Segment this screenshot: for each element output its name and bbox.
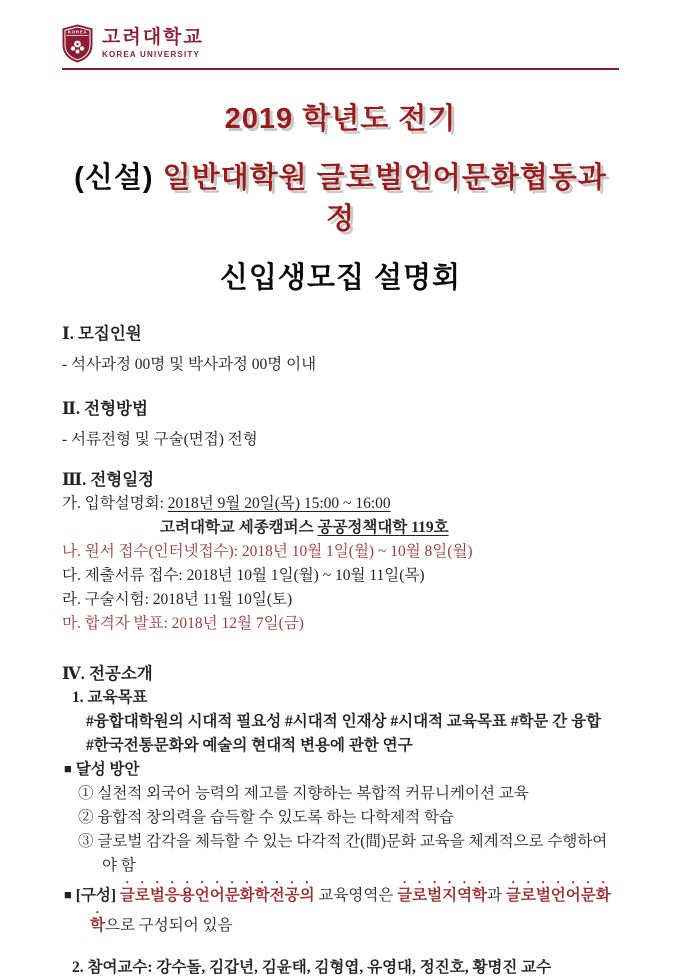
briefing-location-campus: 고려대학교 세종캠퍼스: [160, 519, 318, 536]
section1-heading: Ⅰ. 모집인원: [62, 324, 142, 343]
korea-university-logo-icon: [62, 24, 93, 63]
composition-tail: 으로 구성되어 있음: [104, 917, 233, 934]
briefing-label: 가. 입학설명회:: [62, 495, 168, 512]
document-body: [62, 322, 619, 980]
square-bullet-icon: ■: [64, 887, 72, 902]
title-line2-prefix: (신설): [74, 162, 163, 194]
achievement-plan-label: 달성 방안: [71, 761, 140, 778]
university-name-en: KOREA UNIVERSITY: [102, 49, 201, 59]
section2-item: - 서류전형 및 구술(면접) 전형: [62, 431, 258, 448]
title-line2: [62, 155, 619, 237]
section3-heading: Ⅲ. 전형일정: [62, 470, 155, 489]
hashtags-line1: #융합대학원의 시대적 필요성 #시대적 인재상 #시대적 교육목표 #학문 간 융합: [86, 713, 602, 730]
title-line2-program: 일반대학원 글로벌언어문화협동과정: [162, 162, 607, 235]
schedule-item-oral-exam: 라. 구술시험: 2018년 11월 10일(토): [62, 591, 293, 608]
header: [62, 24, 619, 63]
achievement-plan-items: [78, 782, 619, 878]
composition-line: [64, 878, 619, 938]
composition-major-name: 글로벌응용언어문화학전공의: [119, 887, 315, 904]
education-goals-heading: 1. 교육목표: [72, 689, 148, 706]
participating-professors: 2. 참여교수: 강수돌, 김갑년, 김윤태, 김형엽, 유영대, 정진호, 황명진 교수: [72, 959, 552, 976]
composition-mid1: 교육영역은: [314, 887, 398, 904]
briefing-location-room: 공공정책대학 119호: [317, 519, 449, 536]
composition-label: [구성]: [71, 887, 120, 904]
composition-mid2: 과: [487, 887, 506, 904]
achievement-plan-heading: [64, 758, 619, 782]
schedule-item-application: 나. 원서 접수(인터넷접수): 2018년 10월 1일(월) ~ 10월 8일(월): [62, 543, 473, 560]
goal-item-2: ② 융합적 창의력을 습득할 수 있도록 하는 다학제적 학습: [78, 809, 454, 826]
briefing-datetime: 2018년 9월 20일(목) 15:00 ~ 16:00: [167, 495, 391, 512]
schedule-item-briefing-location: [160, 516, 619, 540]
goal-item-1: ① 실천적 외국어 능력의 제고를 지향하는 복합적 커뮤니케이션 교육: [78, 785, 529, 802]
brand-text: [102, 28, 204, 59]
svg-text:KOREA: KOREA: [67, 29, 88, 35]
hashtags-line2: #한국전통문화와 예술의 현대적 변용에 관한 연구: [86, 737, 413, 754]
schedule-item-briefing: [62, 492, 619, 516]
square-bullet-icon: ■: [64, 761, 72, 776]
title-block: [62, 96, 619, 296]
university-name: 고려대학교: [102, 26, 204, 48]
section1-item: - 석사과정 00명 및 박사과정 00명 이내: [62, 356, 317, 373]
composition-area1: 글로벌지역학: [397, 887, 488, 904]
section2-heading: Ⅱ. 전형방법: [62, 399, 148, 418]
title-line3: 신입생모집 설명회: [219, 262, 462, 294]
schedule-item-documents: 다. 제출서류 접수: 2018년 10월 1일(월) ~ 10월 11일(목): [62, 567, 425, 584]
title-line1: 2019 학년도 전기: [224, 103, 457, 135]
schedule-item-results: 마. 합격자 발표: 2018년 12월 7일(금): [62, 615, 304, 632]
goal-item-3: ③ 글로벌 감각을 체득할 수 있는 다각적 간(間)문화 교육을 체계적으로 수행하여야 함: [78, 833, 608, 874]
section4-heading: Ⅳ. 전공소개: [62, 664, 153, 683]
composition-area2: 글로벌언어문화학: [90, 887, 611, 934]
header-divider: [62, 68, 619, 70]
